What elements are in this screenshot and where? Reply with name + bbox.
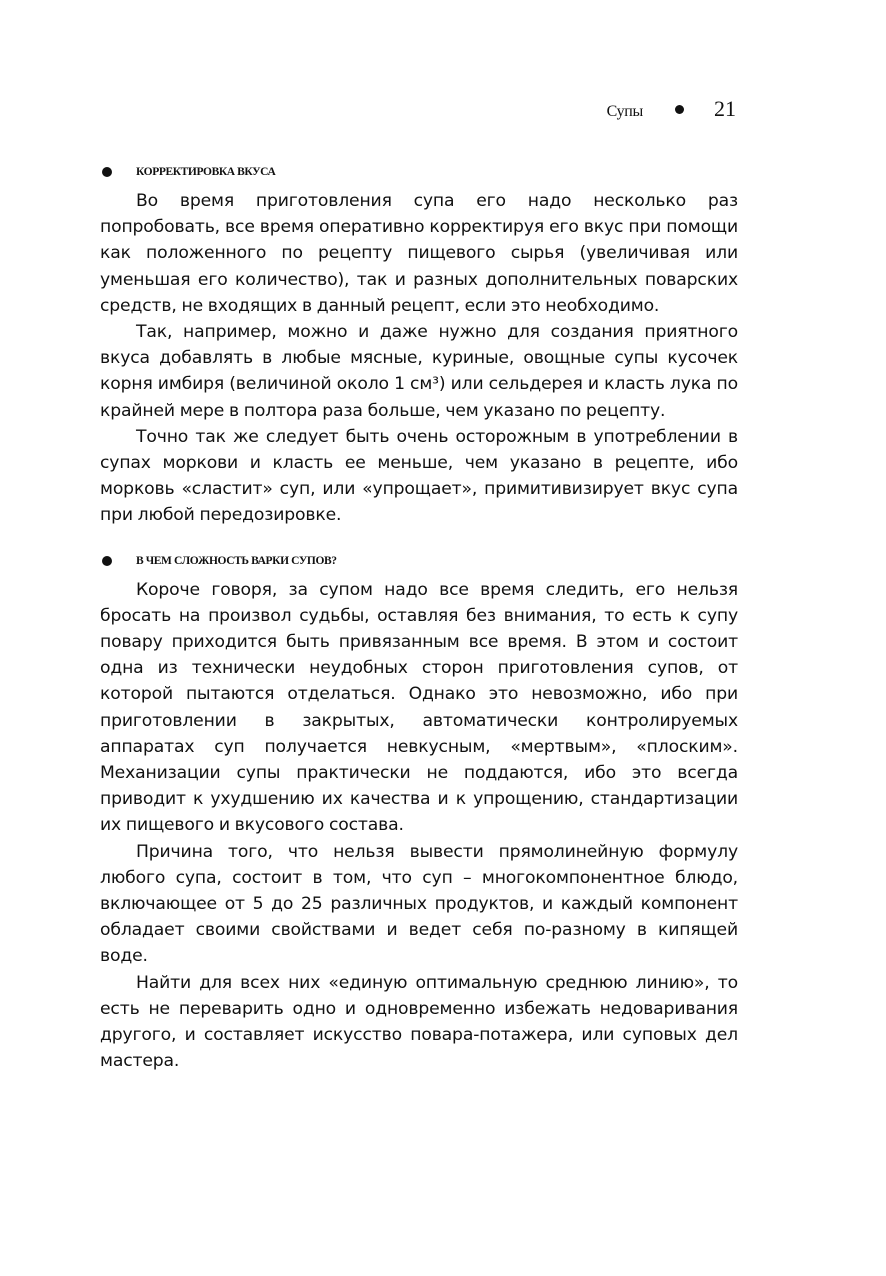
page-number: 21 xyxy=(714,96,736,121)
section-title: В ЧЕМ СЛОЖНОСТЬ ВАРКИ СУПОВ? xyxy=(136,554,337,567)
section-heading xyxy=(100,549,738,573)
section-heading xyxy=(100,160,738,184)
bullet-icon xyxy=(102,167,112,177)
paragraph: Во время приготовления супа его надо несколько раз попробовать, все время оперативно корректируя его вкус при помощи как положенного по рецепту пищевого сырья (увеличивая или уменьшая его количество), так и разных дополнительных поварских средств, не входящих в данный рецепт, если это необходимо. xyxy=(100,191,738,316)
section-taste-correction xyxy=(100,160,738,529)
paragraph: Точно так же следует быть очень осторожным в употреблении в супах моркови и класть ее меньше, чем указано в рецепте, ибо морковь «сластит» суп, или «упрощает», примитивизирует вкус супа при любой передозировке. xyxy=(100,426,738,526)
bullet-separator-icon xyxy=(675,105,684,114)
section-soup-difficulty xyxy=(100,549,738,1075)
paragraph: Так, например, можно и даже нужно для создания приятного вкуса добавлять в любые мясные, куриные, овощные супы кусочек корня имбиря (величиной около 1 см³) или сельдерея и класть лука по крайней мере в полтора раза больше, чем указано по рецепту. xyxy=(100,322,738,421)
running-head xyxy=(607,96,736,122)
paragraph: Найти для всех них «единую оптимальную среднюю линию», то есть не переварить одно и одновременно избежать недоваривания другого, и составляет искусство повара-потажера, или суповых дел мастера. xyxy=(100,972,738,1072)
paragraph: Причина того, что нельзя вывести прямолинейную формулу любого супа, состоит в том, что суп – многокомпонентное блюдо, включающее от 5 до 25 различных продуктов, и каждый компонент обладает своими свойствами и ведет себя по-разному в кипящей воде. xyxy=(100,841,738,967)
running-head-section: Супы xyxy=(606,103,643,120)
bullet-icon xyxy=(102,556,112,566)
page-body xyxy=(100,160,738,1095)
section-title: КОРРЕКТИРОВКА ВКУСА xyxy=(136,166,276,178)
paragraph: Короче говоря, за супом надо все время следить, его нельзя бросать на произвол судьбы, оставляя без внимания, то есть к супу повару приходится быть привязанным все время. В этом и состоит одна из технически неудобных сторон приготовления супов, от которой пытаются отделаться. Однако это невозможно, ибо при приготовлении в закрытых, автоматически контролируемых аппаратах суп получается невкусным, «мертвым», «плоским». Механизации супы практически не поддаются, ибо это всегда приводит к ухудшению их качества и к упрощению, стандартизации их пищевого и вкусового состава. xyxy=(100,579,738,836)
